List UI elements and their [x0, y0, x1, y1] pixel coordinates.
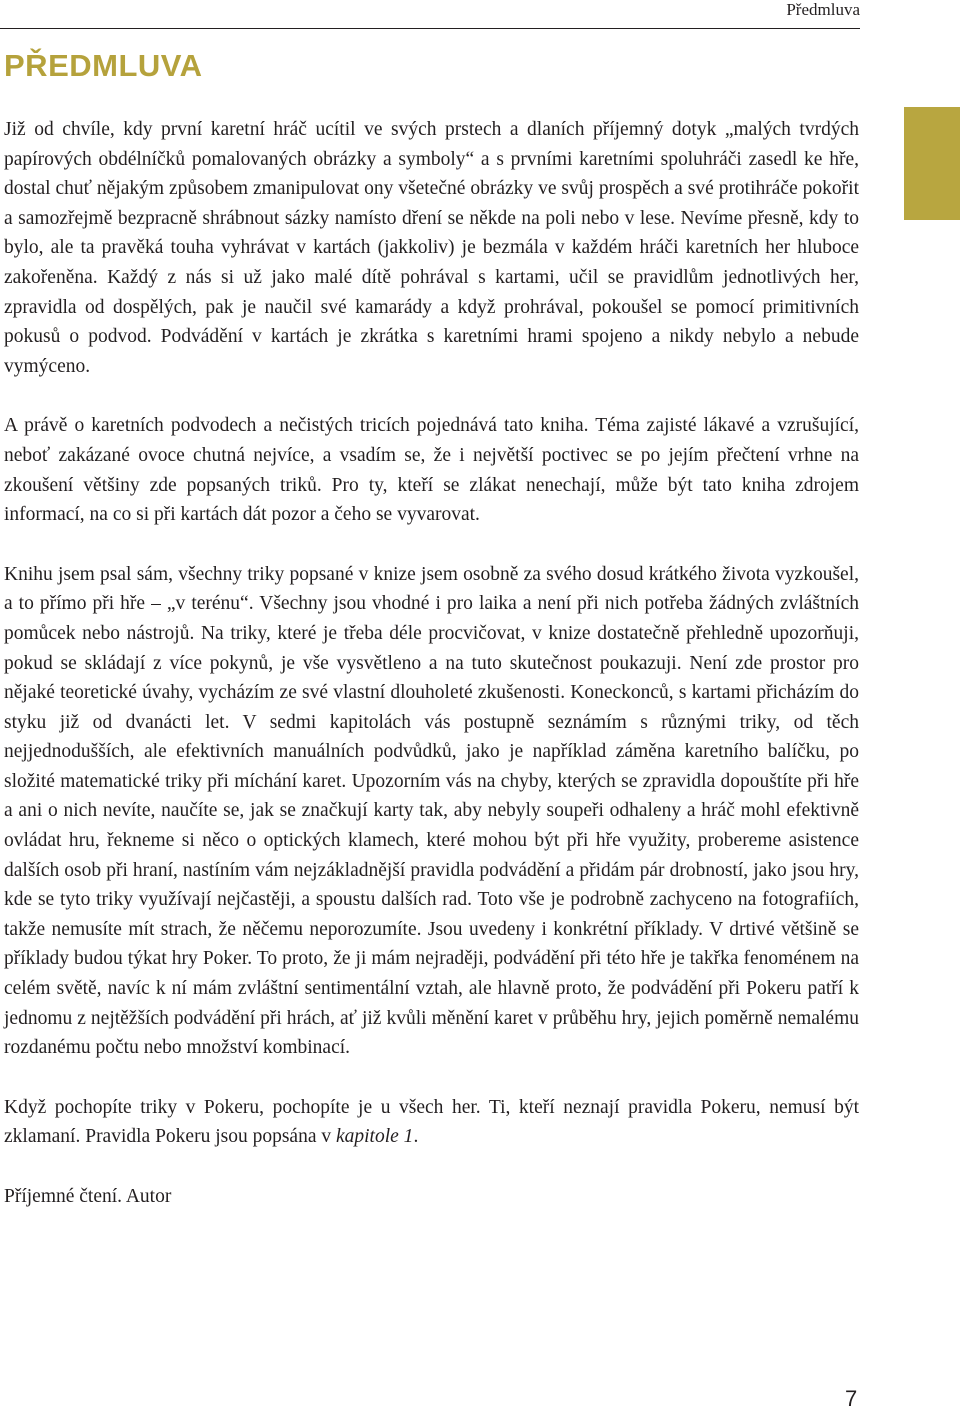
running-header: Předmluva	[786, 0, 860, 19]
paragraph-author-experience: Knihu jsem psal sám, všechny triky popsané v knize jsem osobně za svého dosud krátkého života vyzkoušel, a to přímo při hře – „v terénu“. Všechny jsou vhodné i pro laika a není při nich potřeba žádných zvláštních pomůcek nebo nástrojů. Na triky, které je třeba déle procvičovat, v knize dostatečně přehledně upozorňuji, pokud se skládají z více pokynů, je vše vysvětleno a na tuto skutečnost poukazuji. Není zde prostor pro nějaké teoretické úvahy, vycházím ze své vlastní dlouholeté zkušenosti. Koneckonců, s kartami přicházím do styku již od dvanácti let. V sedmi kapitolách vás postupně seznámím s různými triky, od těch nejjednodušších, ale efektivních manuálních podvůdků, jako je například záměna karetního balíčku, po složité matematické triky při míchání karet. Upozorním vás na chyby, kterých se zpravidla dopouštíte při hře a ani o nich nevíte, naučíte se, jak se značkují karty tak, aby nebyly soupeři odhaleny a hráč mohl efektivně ovládat hru, řekneme si něco o optických klamech, které mohou být při hře využity, probereme asistence dalších osob při hraní, nastíním vám nejzákladnější pravidla podvádění a přidám pár drobností, jako jsou hry, kde se tyto triky využívají nejčastěji, a spoustu dalších rad. Toto vše je podrobně zachyceno na fotografiích, takže nemusíte mít strach, že něčemu neporozumíte. Jsou uvedeny i konkrétní příklady. V drtivé většině se příklady budou týkat hry Poker. To proto, že ji mám nejraději, podvádění při této hře je takřka fenoménem na celém světě, navíc k ní mám zvláštní sentimentální vztah, ale hlavně proto, že podvádění při Pokeru patří k jednomu z nejtěžších podvádění při hrách, ať již kvůli měnění karet v průběhu hry, jejich poměrně nemalému rozdanému počtu nebo množství kombinací.	[4, 563, 859, 1059]
closing-signature: Příjemné čtení. Autor	[4, 1186, 172, 1207]
page-number: 7	[845, 1386, 858, 1411]
paragraph-poker-text: Když pochopíte triky v Pokeru, pochopíte je u všech her. Ti, kteří neznají pravidla Pokeru, nemusí být zklamaní. Pravidla Pokeru jsou popsána v	[4, 1096, 859, 1148]
paragraph-topic: A právě o karetních podvodech a nečistých tricích pojednává tato kniha. Téma zajisté lákavé a vzrušující, neboť zakázané ovoce chutná nejvíce, a vsadím se, že i největší poctivec se po jejím přečtení vrhne na zkoušení většiny zde popsaných triků. Pro ty, kteří se zlákat nenechají, může být tato kniha zdrojem informací, na co si při kartách dát pozor a čeho se vyvarovat.	[4, 415, 859, 526]
paragraph-poker-end: .	[413, 1126, 419, 1148]
chapter-tab-marker	[904, 107, 960, 220]
header-rule	[0, 28, 860, 29]
chapter-reference: kapitole 1	[335, 1126, 414, 1148]
paragraph-intro: Již od chvíle, kdy první karetní hráč ucítil ve svých prstech a dlaních příjemný dotyk „malých tvrdých papírových obdélníčků pomalovaných obrázky a symboly“ a s prvními karetními spoluhráči zasedl ke hře, dostal chuť nějakým způsobem zmanipulovat ony všetečné obrázky ve svůj prospěch a své protihráče pokořit a samozřejmě bezpracně shrábnout sázky namísto dření se někde na poli nebo v lese. Nevíme přesně, kdy to bylo, ale ta pravěká touha vyhrávat v kartách (jakkoliv) je bezmála v každém hráči karetních her hluboce zakořeněna. Každý z nás si už jako malé dítě pohrával s kartami, učil se pravidlům jednotlivých her, zpravidla od dospělých, pak je naučil své kamarády a když prohrával, pokoušel se pomocí primitivních pokusů o podvod. Podvádění v kartách je zkrátka s karetními hrami spojeno a nikdy nebylo a nebude vymýceno.	[4, 119, 859, 377]
page-title: PŘEDMLUVA	[4, 48, 203, 83]
body-text	[4, 115, 859, 1212]
paragraph-poker	[4, 1093, 859, 1152]
